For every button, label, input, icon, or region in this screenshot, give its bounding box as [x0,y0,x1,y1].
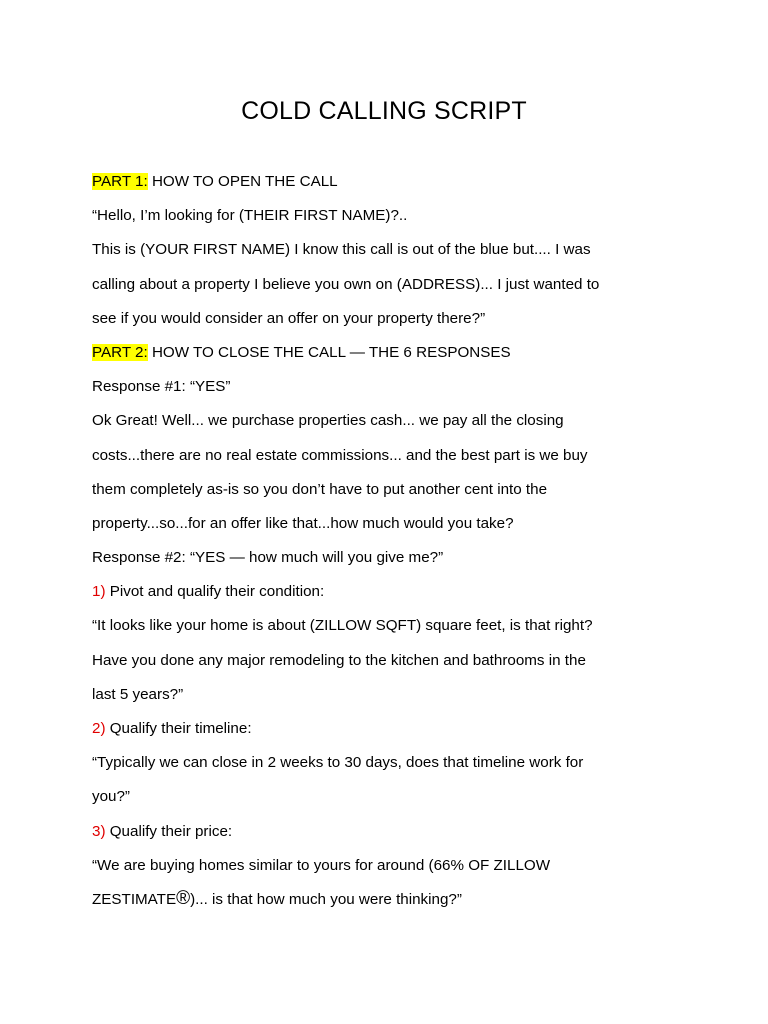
response-1-heading: Response #1: “YES” [92,378,231,396]
part-2-heading [92,341,642,375]
paragraph-line: property...so...for an offer like that...how much would you take? [92,514,514,532]
step-3-heading [92,820,642,854]
paragraph-line: This is (YOUR FIRST NAME) I know this call is out of the blue but.... I was [92,241,591,259]
step-1-heading [92,580,642,614]
paragraph-line: them completely as-is so you don’t have to put another cent into the [92,480,548,498]
part-2-heading-text: HOW TO CLOSE THE CALL — THE 6 RESPONSES [147,343,511,361]
step-1-label: Pivot and qualify their condition: [105,583,325,601]
response-2-heading: Response #2: “YES — how much will you give me?” [92,549,444,567]
zestimate-text: ZESTIMATE [92,890,177,908]
document-title: COLD CALLING SCRIPT [241,97,527,125]
part-1-heading-text: HOW TO OPEN THE CALL [147,173,338,190]
part-1-heading [92,170,642,204]
registered-mark-icon: ® [176,887,191,909]
paragraph-line: “Hello, I’m looking for (THEIR FIRST NAME)?.. [92,207,408,225]
closing-question-text: )... is that how much you were thinking?” [190,890,462,908]
step-2-number: 2) [92,720,106,737]
paragraph-line: “Typically we can close in 2 weeks to 30 days, does that timeline work for [92,754,584,772]
step-1-number: 1) [92,583,106,601]
part-2-label: PART 2: [92,343,148,361]
paragraph-line: costs...there are no real estate commissions... and the best part is we buy [92,446,588,464]
step-3-label: Qualify their price: [105,822,233,840]
step-3-number: 3) [92,822,106,840]
paragraph-line: “It looks like your home is about (ZILLOW SQFT) square feet, is that right? [92,617,593,635]
step-2-heading [92,717,642,751]
part-1-label: PART 1: [92,173,148,190]
step-2-label: Qualify their timeline: [105,720,252,737]
paragraph-line: you?” [92,788,130,806]
paragraph-line: “We are buying homes similar to yours for around (66% OF ZILLOW [92,856,551,874]
paragraph-line: see if you would consider an offer on your property there?” [92,309,486,327]
document-body [92,170,642,922]
paragraph-line: Ok Great! Well... we purchase properties cash... we pay all the closing [92,412,564,430]
paragraph-line [92,888,642,922]
paragraph-line: last 5 years?” [92,685,184,703]
paragraph-line: calling about a property I believe you own on (ADDRESS)... I just wanted to [92,275,600,293]
paragraph-line: Have you done any major remodeling to the kitchen and bathrooms in the [92,651,586,669]
